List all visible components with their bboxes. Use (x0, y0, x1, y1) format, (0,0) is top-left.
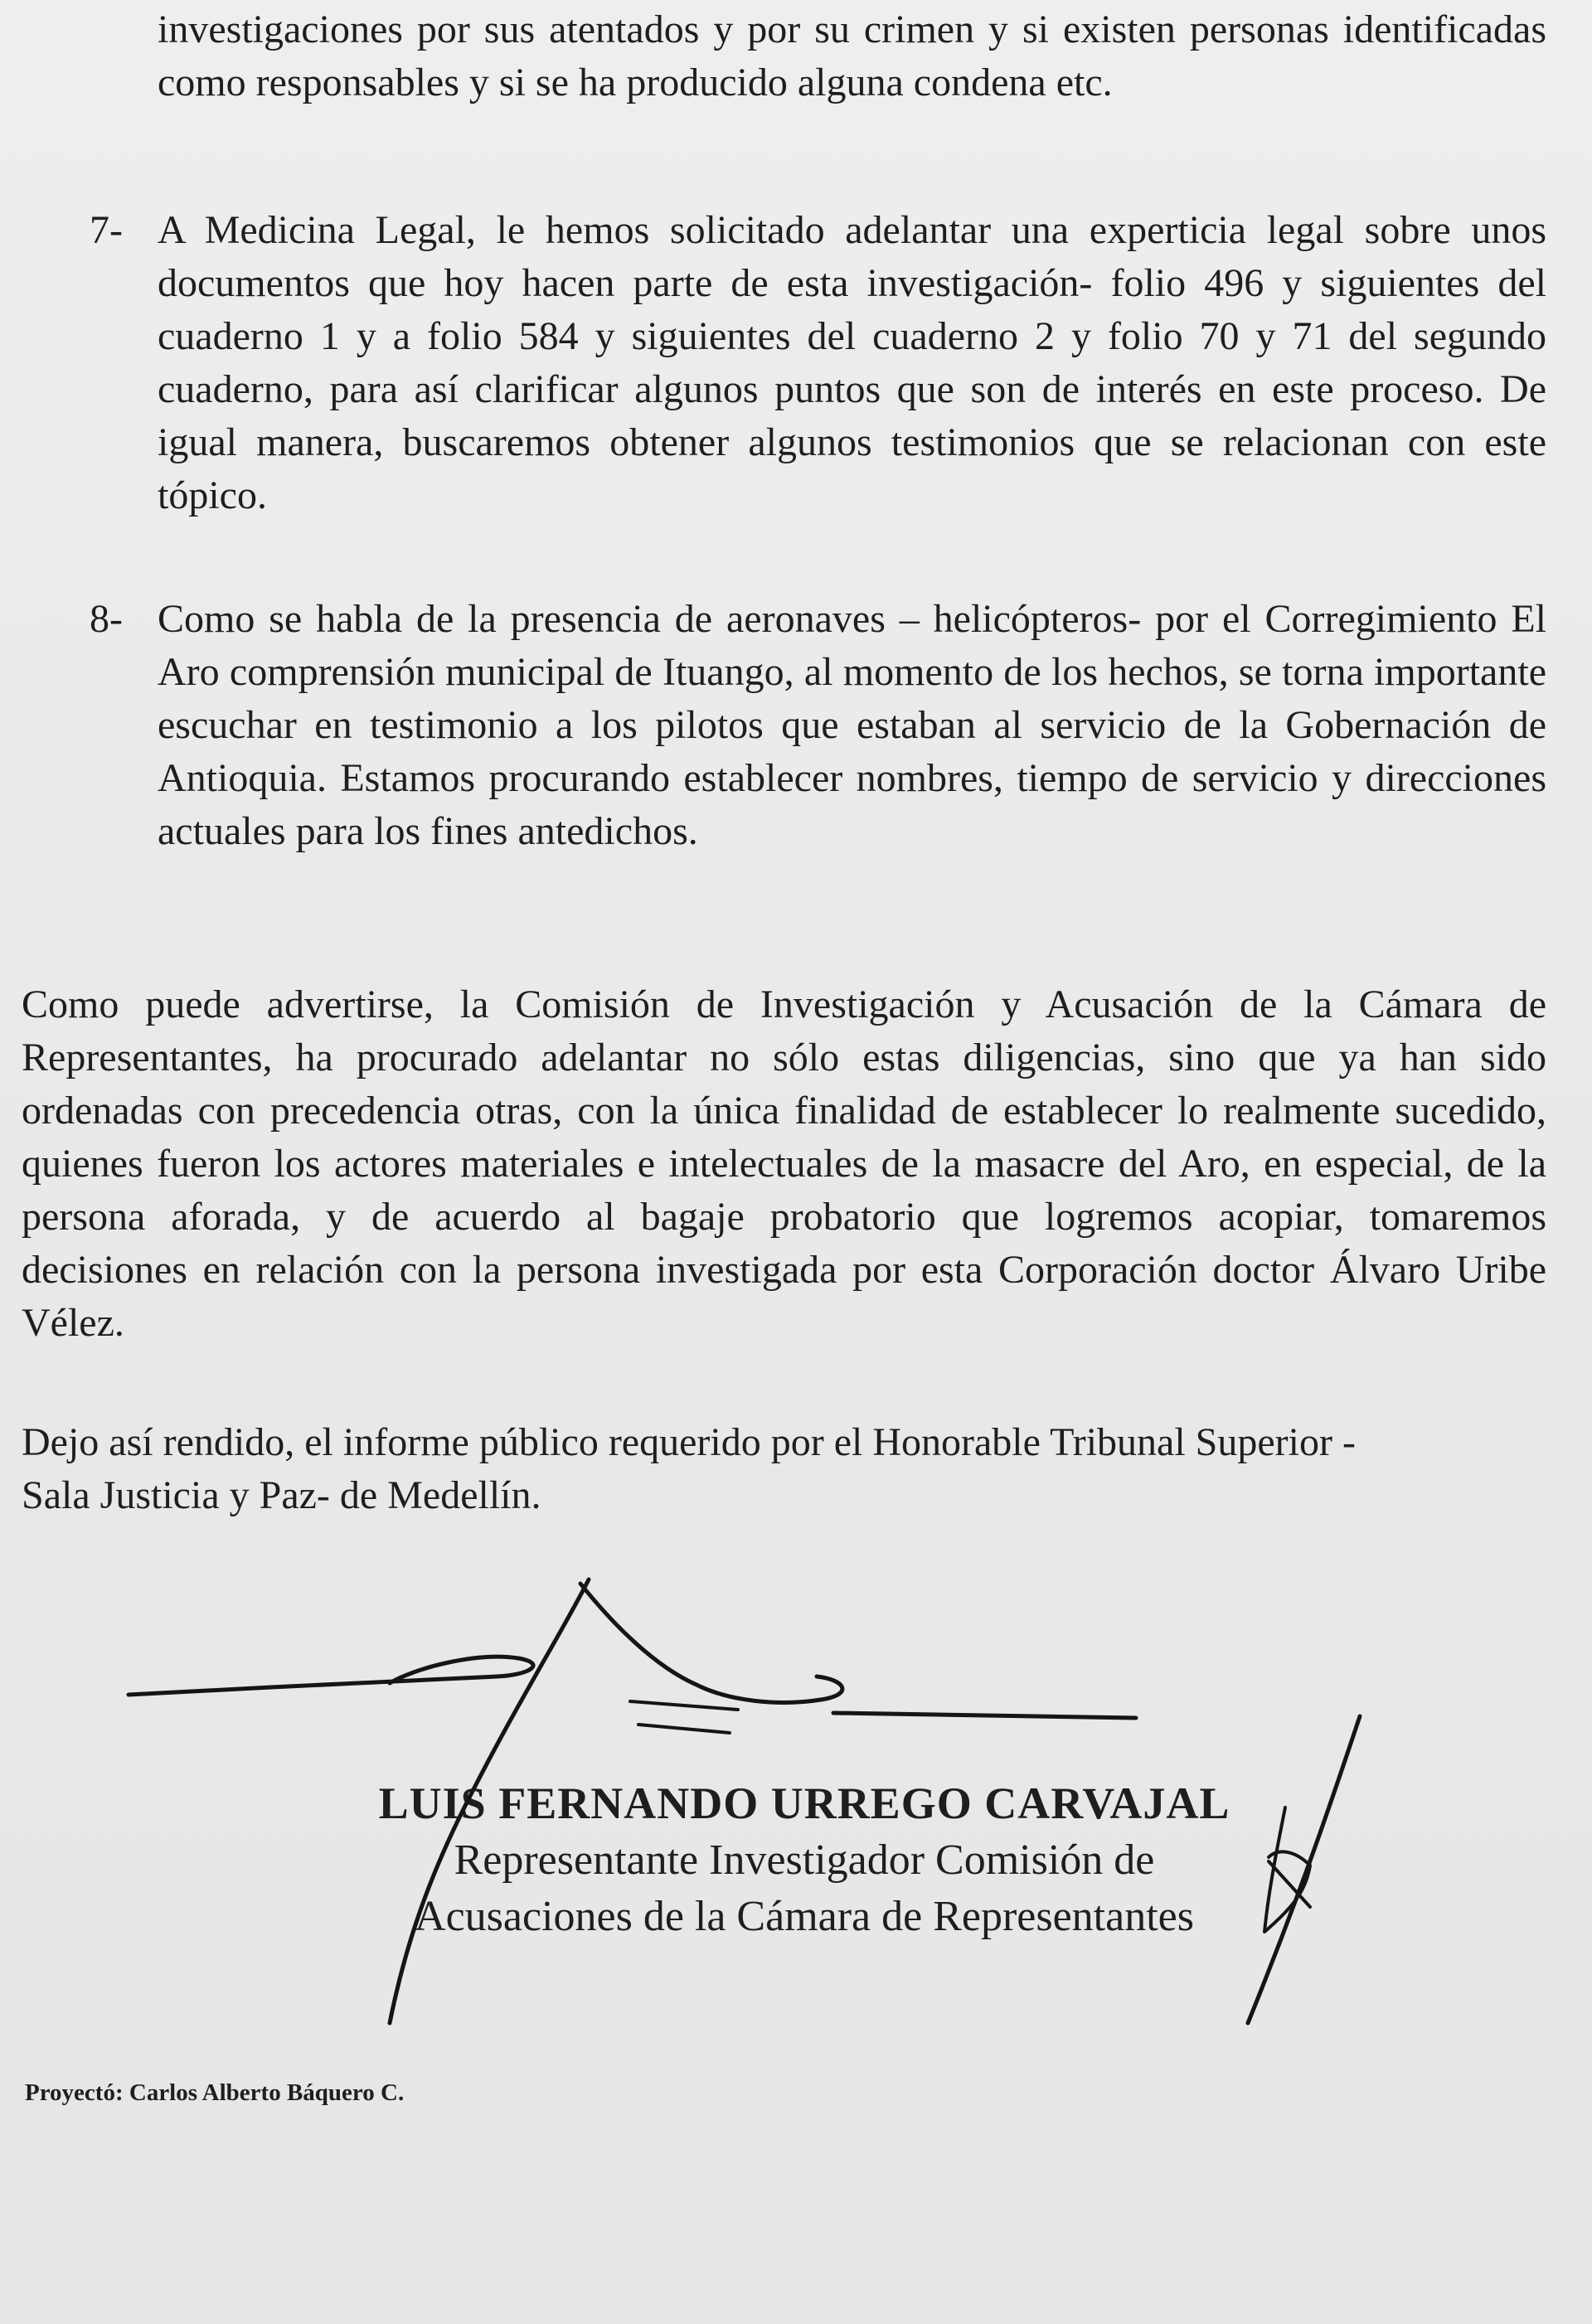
signatory-title-line-1: Representante Investigador Comisión de (454, 1836, 1155, 1884)
prepared-by-note: Proyectó: Carlos Alberto Báquero C. (25, 2079, 405, 2106)
list-item-text: A Medicina Legal, le hemos solicitado adelantar una experticia legal sobre unos documentos que hoy hacen parte de esta investigación- folio 496 y siguientes del cuaderno 1 y a folio 584 y siguientes del cuaderno 2 y folio 70 y 71 del segundo cuaderno, para así clarificar algunos puntos que son de interés en este proceso. De igual manera, buscaremos obtener algunos testimonios que se relacionan con este tópico. (158, 208, 1546, 517)
final-text: Dejo así rendido, el informe público requerido por el Honorable Tribunal Superior - Sala Justicia y Paz- de Medellín. (22, 1420, 1356, 1517)
list-item-text: Como se habla de la presencia de aeronaves – helicópteros- por el Corregimiento El Aro comprensión municipal de Ituango, al momento de los hechos, se torna importante escuchar en testimonio a los pilotos que estaban al servicio de la Gobernación de Antioquia. Estamos procurando establecer nombres, tiempo de servicio y direcciones actuales para los fines antedichos. (158, 597, 1546, 853)
signatory-name: LUIS FERNANDO URREGO CARVAJAL (378, 1778, 1230, 1828)
signature-peak-stroke (390, 1579, 589, 2023)
initials-stroke-1 (1248, 1716, 1360, 2023)
signature-dash-stroke (833, 1713, 1136, 1718)
signature-loop-stroke (580, 1584, 842, 1702)
intro-text: investigaciones por sus atentados y por su crimen y si existen personas identificadas como responsables y si se ha producido alguna condena etc. (158, 7, 1546, 104)
signature-underline-stroke-2 (638, 1725, 730, 1733)
signature-sweep-stroke (129, 1657, 533, 1695)
initials-stroke-2 (1264, 1807, 1310, 1932)
list-item-number: 8- (90, 597, 123, 641)
list-item-number: 7- (90, 208, 123, 252)
signature-underline-stroke-1 (630, 1701, 738, 1710)
signatory-title-line-2: Acusaciones de la Cámara de Representantes (415, 1893, 1194, 1940)
closing-text: Como puede advertirse, la Comisión de Investigación y Acusación de la Cámara de Representantes, ha procurado adelantar no sólo estas diligencias, sino que ya han sido ordenadas con precedencia otras, con la única finalidad de establecer lo realmente sucedido, quienes fueron los actores materiales e intelectuales de la masacre del Aro, en especial, de la persona aforada, y de acuerdo al bagaje probatorio que logremos acopiar, tomaremos decisiones en relación con la persona investigada por esta Corporación doctor Álvaro Uribe Vélez. (22, 982, 1546, 1345)
